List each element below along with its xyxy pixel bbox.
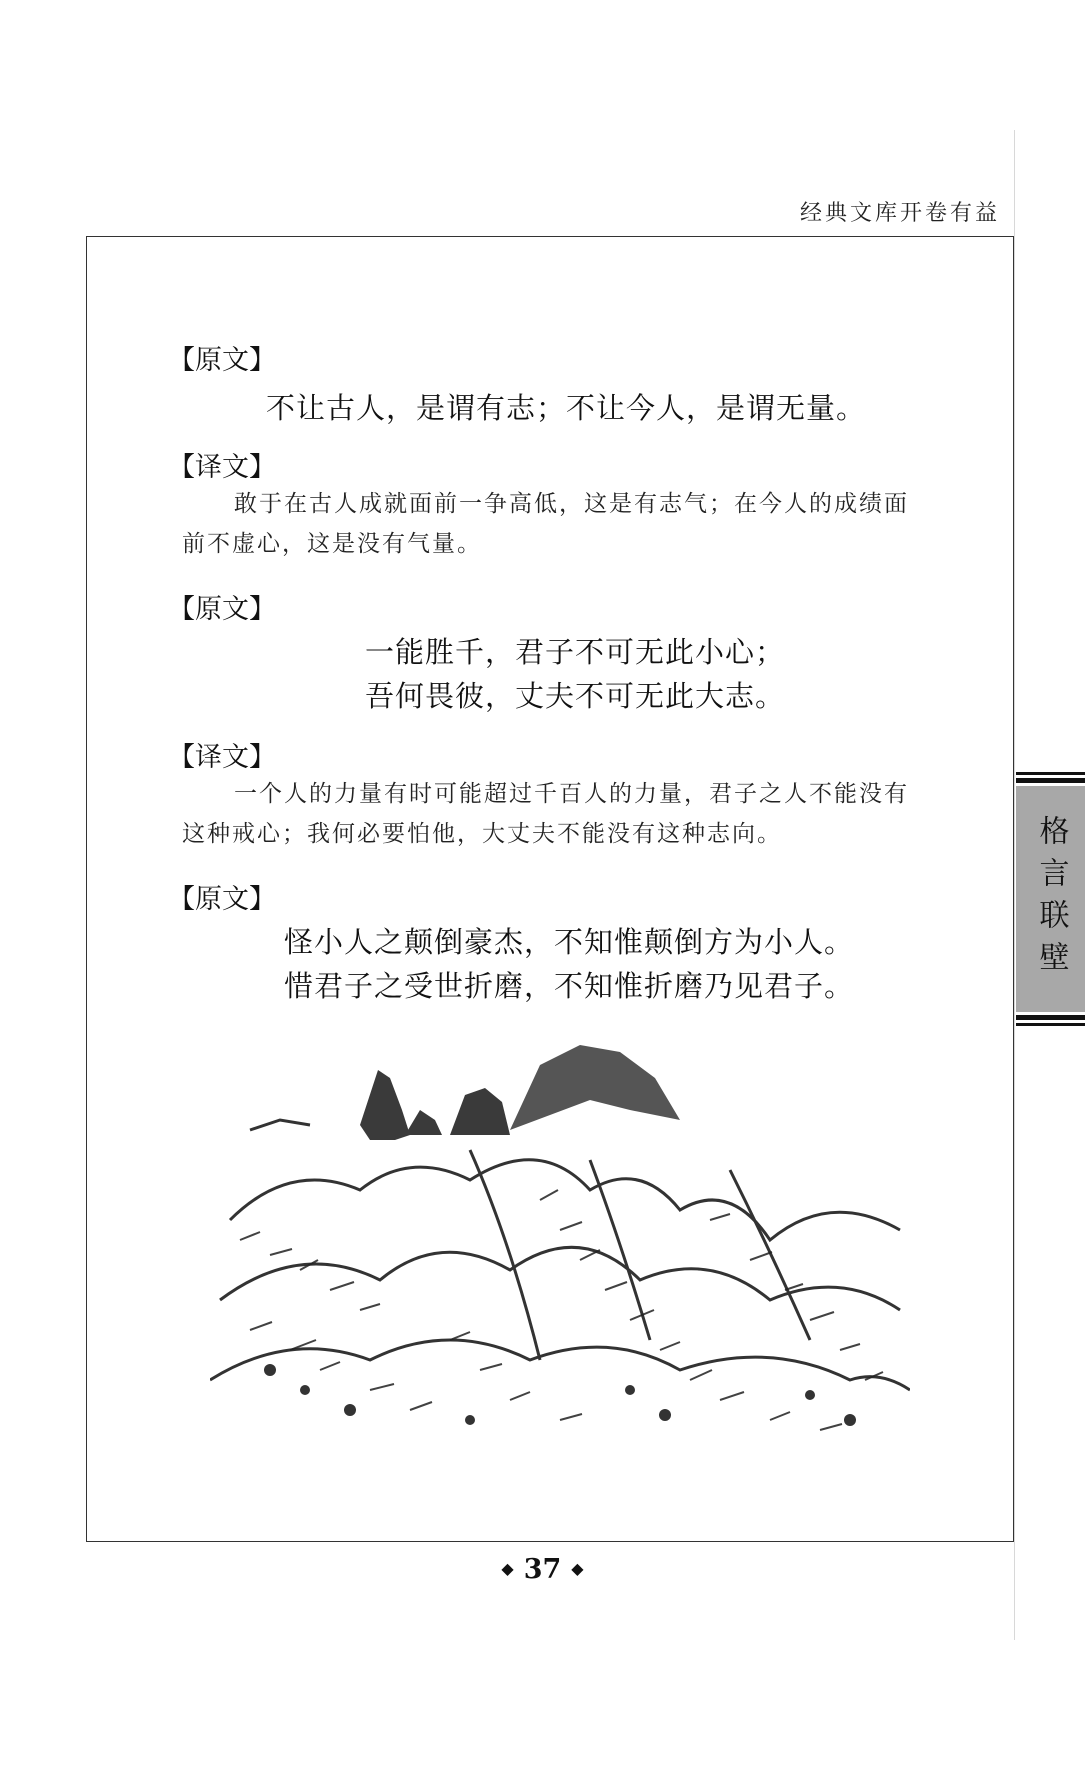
- original-text-2-line-2: 吾何畏彼，丈夫不可无此大志。: [365, 679, 786, 713]
- chapter-side-tab: [1016, 772, 1085, 1026]
- translation-text-1: [182, 484, 942, 564]
- page-number-value: 37: [523, 1554, 562, 1585]
- original-text-1-line-1: 不让古人，是谓有志；不让今人，是谓无量。: [266, 391, 867, 425]
- original-text-3-line-1: 怪小人之颠倒豪杰，不知惟颠倒方为小人。: [284, 925, 855, 959]
- section-label-original-1: 【原文】: [168, 345, 276, 376]
- section-label-original-3: 【原文】: [168, 884, 276, 915]
- running-header-title: 经典文库开卷有益: [799, 201, 1000, 226]
- translation-2-line-1: 一个人的力量有时可能超过千百人的力量，君子之人不能没有: [234, 781, 909, 807]
- original-text-2-line-1: 一能胜千，君子不可无此小心；: [365, 635, 786, 669]
- page-edge-rule: [1014, 130, 1015, 1640]
- section-label-translation-1: 【译文】: [168, 452, 276, 483]
- translation-2-line-2: 这种戒心；我何必要怕他，大丈夫不能没有这种志向。: [182, 821, 782, 847]
- side-tab-label: 格言联壁: [1033, 815, 1069, 983]
- translation-1-line-2: 前不虚心，这是没有气量。: [182, 531, 482, 557]
- mountain-landscape-icon: [210, 1040, 910, 1460]
- section-label-original-2: 【原文】: [168, 594, 276, 625]
- diamond-left-icon: ◆: [501, 1559, 514, 1578]
- translation-1-line-1: 敢于在古人成就面前一争高低，这是有志气；在今人的成绩面: [234, 491, 909, 517]
- diamond-right-icon: ◆: [571, 1559, 584, 1578]
- translation-text-2: [182, 774, 942, 854]
- section-label-translation-2: 【译文】: [168, 742, 276, 773]
- side-tab-body: [1016, 786, 1085, 1012]
- original-text-3-line-2: 惜君子之受世折磨，不知惟折磨乃见君子。: [284, 969, 855, 1003]
- page-number: [0, 1554, 1085, 1585]
